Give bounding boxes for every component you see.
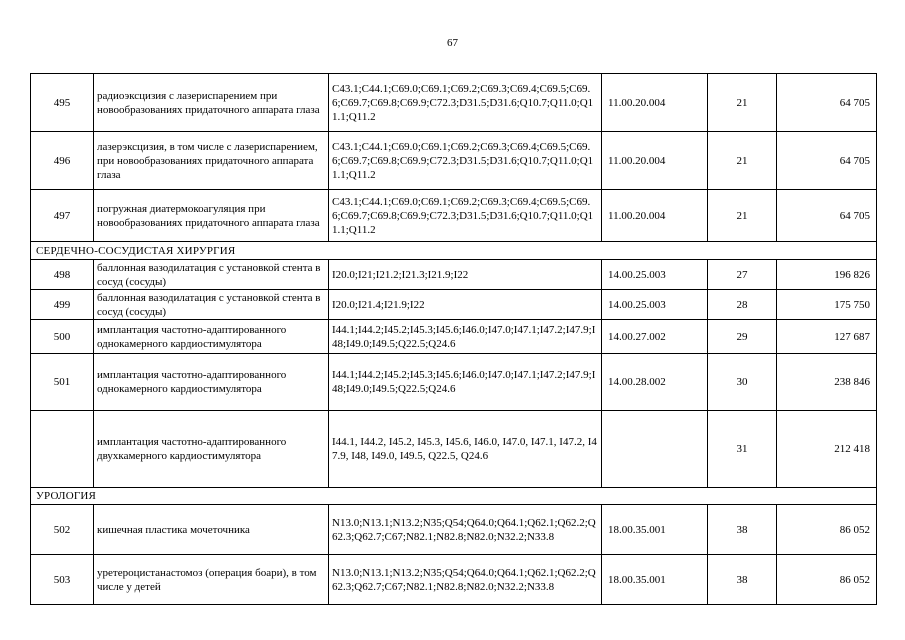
group-number: 27 (708, 260, 777, 290)
group-number: 21 (708, 190, 777, 242)
procedure-code: 18.00.35.001 (602, 555, 708, 605)
section-title: УРОЛОГИЯ (31, 488, 877, 505)
row-number: 496 (31, 132, 94, 190)
cost-value: 212 418 (777, 411, 877, 488)
procedure-code: 11.00.20.004 (602, 74, 708, 132)
procedure-name: радиоэксцизия с лазериспарением при новообразованиях придаточного аппарата глаза (94, 74, 329, 132)
table-row (31, 411, 877, 488)
row-number: 499 (31, 290, 94, 320)
procedure-code: 14.00.25.003 (602, 290, 708, 320)
row-number: 497 (31, 190, 94, 242)
table-row (31, 320, 877, 354)
procedure-code (602, 411, 708, 488)
diagnosis-codes: I44.1;I44.2;I45.2;I45.3;I45.6;I46.0;I47.0;I47.1;I47.2;I47.9;I48;I49.0;I49.5;Q22.5;Q24.6 (329, 320, 602, 354)
cost-value: 64 705 (777, 190, 877, 242)
cost-value: 196 826 (777, 260, 877, 290)
cost-value: 86 052 (777, 505, 877, 555)
cost-value: 64 705 (777, 132, 877, 190)
row-number: 495 (31, 74, 94, 132)
diagnosis-codes: C43.1;C44.1;C69.0;C69.1;C69.2;C69.3;C69.4;C69.5;C69.6;C69.7;C69.8;C69.9;C72.3;D31.5;D31.6;Q10.7;Q11.0;Q11.1;Q11.2 (329, 74, 602, 132)
diagnosis-codes: I44.1, I44.2, I45.2, I45.3, I45.6, I46.0, I47.0, I47.1, I47.2, I47.9, I48, I49.0, I49.5, Q22.5, Q24.6 (329, 411, 602, 488)
table-row (31, 260, 877, 290)
group-number: 31 (708, 411, 777, 488)
group-number: 38 (708, 555, 777, 605)
table-row (31, 290, 877, 320)
procedure-code: 14.00.25.003 (602, 260, 708, 290)
table-row (31, 132, 877, 190)
cost-value: 86 052 (777, 555, 877, 605)
procedure-code: 11.00.20.004 (602, 132, 708, 190)
cost-value: 64 705 (777, 74, 877, 132)
procedure-code: 11.00.20.004 (602, 190, 708, 242)
group-number: 21 (708, 132, 777, 190)
group-number: 38 (708, 505, 777, 555)
procedures-table-wrap (30, 73, 876, 605)
procedure-code: 14.00.27.002 (602, 320, 708, 354)
section-header-row (31, 488, 877, 505)
section-title: СЕРДЕЧНО-СОСУДИСТАЯ ХИРУРГИЯ (31, 242, 877, 260)
table-row (31, 505, 877, 555)
group-number: 29 (708, 320, 777, 354)
diagnosis-codes: N13.0;N13.1;N13.2;N35;Q54;Q64.0;Q64.1;Q62.1;Q62.2;Q62.3;Q62.7;C67;N82.1;N82.8;N82.0;N32.2;N33.8 (329, 555, 602, 605)
procedure-name: имплантация частотно-адаптированного однокамерного кардиостимулятора (94, 320, 329, 354)
row-number: 498 (31, 260, 94, 290)
procedure-name: имплантация частотно-адаптированного двухкамерного кардиостимулятора (94, 411, 329, 488)
procedures-table-body (31, 74, 877, 605)
diagnosis-codes: I20.0;I21;I21.2;I21.3;I21.9;I22 (329, 260, 602, 290)
table-row (31, 74, 877, 132)
procedures-table (30, 73, 877, 605)
group-number: 30 (708, 354, 777, 411)
page-number: 67 (447, 37, 458, 49)
procedure-name: уретероцистанастомоз (операция боари), в том числе у детей (94, 555, 329, 605)
table-row (31, 555, 877, 605)
procedure-code: 18.00.35.001 (602, 505, 708, 555)
procedure-name: лазерэксцизия, в том числе с лазериспарением, при новообразованиях придаточного аппарата глаза (94, 132, 329, 190)
diagnosis-codes: I20.0;I21.4;I21.9;I22 (329, 290, 602, 320)
procedure-name: баллонная вазодилатация с установкой стента в сосуд (сосуды) (94, 290, 329, 320)
diagnosis-codes: N13.0;N13.1;N13.2;N35;Q54;Q64.0;Q64.1;Q62.1;Q62.2;Q62.3;Q62.7;C67;N82.1;N82.8;N82.0;N32.2;N33.8 (329, 505, 602, 555)
diagnosis-codes: C43.1;C44.1;C69.0;C69.1;C69.2;C69.3;C69.4;C69.5;C69.6;C69.7;C69.8;C69.9;C72.3;D31.5;D31.6;Q10.7;Q11.0;Q11.1;Q11.2 (329, 190, 602, 242)
cost-value: 238 846 (777, 354, 877, 411)
diagnosis-codes: C43.1;C44.1;C69.0;C69.1;C69.2;C69.3;C69.4;C69.5;C69.6;C69.7;C69.8;C69.9;C72.3;D31.5;D31.6;Q10.7;Q11.0;Q11.1;Q11.2 (329, 132, 602, 190)
procedure-code: 14.00.28.002 (602, 354, 708, 411)
procedure-name: баллонная вазодилатация с установкой стента в сосуд (сосуды) (94, 260, 329, 290)
procedure-name: имплантация частотно-адаптированного однокамерного кардиостимулятора (94, 354, 329, 411)
diagnosis-codes: I44.1;I44.2;I45.2;I45.3;I45.6;I46.0;I47.0;I47.1;I47.2;I47.9;I48;I49.0;I49.5;Q22.5;Q24.6 (329, 354, 602, 411)
table-row (31, 354, 877, 411)
group-number: 21 (708, 74, 777, 132)
row-number: 503 (31, 555, 94, 605)
section-header-row (31, 242, 877, 260)
row-number: 502 (31, 505, 94, 555)
cost-value: 127 687 (777, 320, 877, 354)
row-number: 500 (31, 320, 94, 354)
procedure-name: погружная диатермокоагуляция при новообразованиях придаточного аппарата глаза (94, 190, 329, 242)
table-row (31, 190, 877, 242)
procedure-name: кишечная пластика мочеточника (94, 505, 329, 555)
row-number (31, 411, 94, 488)
cost-value: 175 750 (777, 290, 877, 320)
row-number: 501 (31, 354, 94, 411)
group-number: 28 (708, 290, 777, 320)
